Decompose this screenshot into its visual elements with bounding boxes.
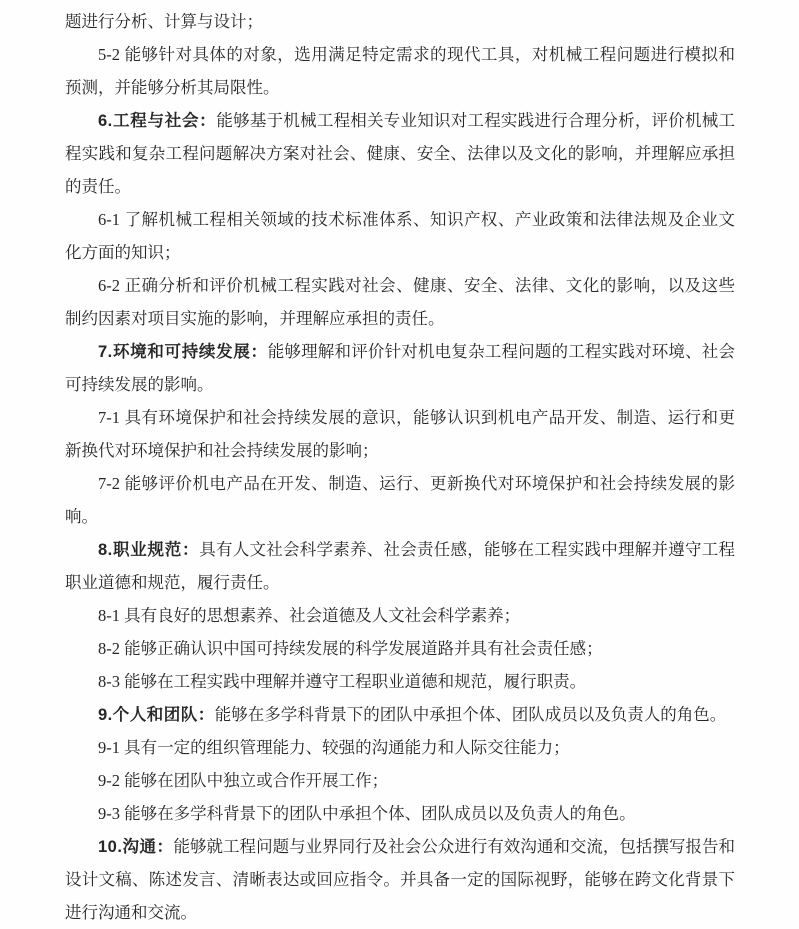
text-line-content: 题进行分析、计算与设计； (65, 12, 263, 31)
section-heading: 10.沟通： (98, 838, 174, 856)
text-line-content: 可持续发展的影响。 (65, 375, 214, 394)
text-line (65, 335, 735, 368)
text-line-content: 5-2 能够针对具体的对象，选用满足特定需求的现代工具，对机械工程问题进行模拟和 (98, 45, 735, 64)
paragraph (65, 665, 735, 698)
text-line (65, 71, 735, 104)
paragraph (65, 467, 735, 533)
text-line-content: 的责任。 (65, 177, 131, 196)
text-line-content: 新换代对环境保护和社会持续发展的影响； (65, 441, 379, 460)
text-line-content: 程实践和复杂工程问题解决方案对社会、健康、安全、法律以及文化的影响，并理解应承担 (65, 144, 735, 163)
paragraph (65, 731, 735, 764)
text-line-content: 响。 (65, 507, 98, 526)
paragraph (65, 104, 735, 203)
paragraph (65, 698, 735, 731)
text-line (65, 302, 735, 335)
text-line-content: 6-1 了解机械工程相关领域的技术标准体系、知识产权、产业政策和法律法规及企业文 (98, 210, 735, 229)
text-line-content: 设计文稿、陈述发言、清晰表达或回应指令。并具备一定的国际视野，能够在跨文化背景下 (65, 870, 735, 889)
paragraph (65, 203, 735, 269)
text-line (65, 434, 735, 467)
paragraph (65, 5, 735, 38)
text-line (65, 368, 735, 401)
paragraph (65, 830, 735, 929)
text-line (65, 896, 735, 929)
paragraph (65, 599, 735, 632)
text-line-content: 进行沟通和交流。 (65, 903, 197, 922)
paragraph (65, 764, 735, 797)
text-line (65, 533, 735, 566)
text-line (65, 467, 735, 500)
paragraph (65, 269, 735, 335)
text-line-content: 9-1 具有一定的组织管理能力、较强的沟通能力和人际交往能力； (98, 738, 570, 757)
paragraph (65, 38, 735, 104)
paragraph (65, 533, 735, 599)
text-line-content: 6-2 正确分析和评价机械工程实践对社会、健康、安全、法律、文化的影响，以及这些 (98, 276, 735, 295)
paragraph (65, 335, 735, 401)
text-line-content: 能够基于机械工程相关专业知识对工程实践进行合理分析，评价机械工 (216, 111, 735, 130)
text-line (65, 104, 735, 137)
paragraph (65, 797, 735, 830)
text-line (65, 38, 735, 71)
text-line (65, 137, 735, 170)
text-line (65, 5, 735, 38)
text-line (65, 797, 735, 830)
text-line-content: 7-2 能够评价机电产品在开发、制造、运行、更新换代对环境保护和社会持续发展的影 (98, 474, 735, 493)
text-line-content: 9-2 能够在团队中独立或合作开展工作； (98, 771, 389, 790)
section-heading: 8.职业规范： (98, 541, 200, 559)
text-line-content: 预测，并能够分析其局限性。 (65, 78, 280, 97)
text-line-content: 化方面的知识； (65, 243, 181, 262)
text-line-content: 能够在多学科背景下的团队中承担个体、团队成员以及负责人的角色。 (214, 705, 727, 724)
paragraph (65, 632, 735, 665)
text-line (65, 698, 735, 731)
text-line (65, 665, 735, 698)
text-line-content: 8-3 能够在工程实践中理解并遵守工程职业道德和规范，履行职责。 (98, 672, 587, 691)
paragraph (65, 401, 735, 467)
text-line (65, 401, 735, 434)
text-line-content: 职业道德和规范，履行责任。 (65, 573, 280, 592)
text-line (65, 830, 735, 863)
text-line-content: 能够理解和评价针对机电复杂工程问题的工程实践对环境、社会 (267, 342, 735, 361)
text-line (65, 863, 735, 896)
text-line-content: 8-2 能够正确认识中国可持续发展的科学发展道路并具有社会责任感； (98, 639, 603, 658)
text-line (65, 731, 735, 764)
text-line-content: 制约因素对项目实施的影响，并理解应承担的责任。 (65, 309, 445, 328)
document-body (65, 5, 735, 929)
text-line-content: 9-3 能够在多学科背景下的团队中承担个体、团队成员以及负责人的角色。 (98, 804, 636, 823)
text-line (65, 632, 735, 665)
text-line (65, 269, 735, 302)
text-line (65, 599, 735, 632)
text-line (65, 170, 735, 203)
text-line (65, 500, 735, 533)
text-line (65, 566, 735, 599)
text-line-content: 7-1 具有环境保护和社会持续发展的意识，能够认识到机电产品开发、制造、运行和更 (98, 408, 735, 427)
section-heading: 6.工程与社会： (98, 112, 217, 130)
text-line-content: 8-1 具有良好的思想素养、社会道德及人文社会科学素养； (98, 606, 521, 625)
section-heading: 9.个人和团队： (98, 706, 215, 724)
text-line-content: 具有人文社会科学素养、社会责任感，能够在工程实践中理解并遵守工程 (199, 540, 735, 559)
section-heading: 7.环境和可持续发展： (98, 343, 268, 361)
text-line (65, 236, 735, 269)
text-line (65, 764, 735, 797)
text-line-content: 能够就工程问题与业界同行及社会公众进行有效沟通和交流，包括撰写报告和 (173, 837, 735, 856)
text-line (65, 203, 735, 236)
